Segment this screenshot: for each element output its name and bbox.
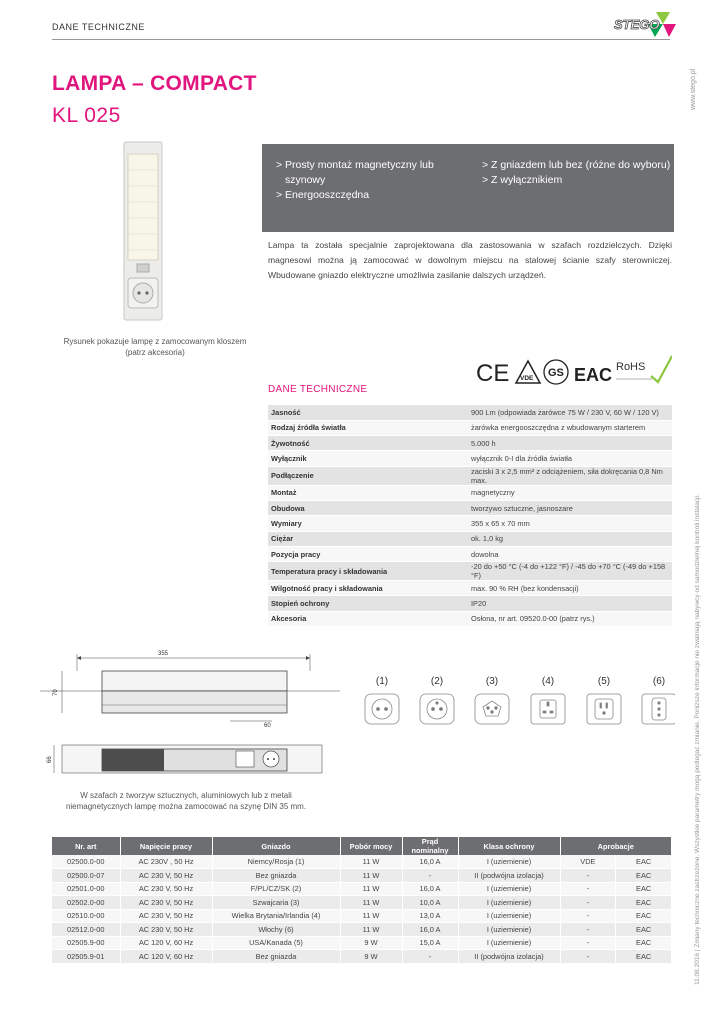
spec-row <box>268 420 672 435</box>
spec-key: Żywotność <box>268 436 468 451</box>
table-cell: EAC <box>616 882 672 896</box>
table-cell: 9 W <box>340 936 402 950</box>
socket-labels <box>355 676 675 690</box>
table-cell: - <box>560 936 616 950</box>
product-title: LAMPA – COMPACT <box>52 72 257 95</box>
table-cell: VDE <box>560 855 616 869</box>
spec-key: Pozycja pracy <box>268 546 468 561</box>
side-url: www.stego.pl <box>690 68 697 110</box>
section-label: DANE TECHNICZNE <box>52 22 145 32</box>
col-header: Napięcie pracy <box>120 837 212 855</box>
table-cell: 16,0 A <box>402 882 458 896</box>
table-cell: EAC <box>616 923 672 937</box>
spec-row <box>268 562 672 581</box>
spec-key: Ciężar <box>268 531 468 546</box>
table-cell: EAC <box>616 909 672 923</box>
table-cell: 11 W <box>340 896 402 910</box>
spec-value: zaciski 3 x 2,5 mm² z odciążeniem, siła dokręcania 0,8 Nm max. <box>468 466 672 485</box>
table-row <box>52 896 672 910</box>
header-divider <box>52 39 670 40</box>
svg-text:RoHS: RoHS <box>616 361 646 373</box>
spec-value: 355 x 65 x 70 mm <box>468 516 672 531</box>
ce-mark: CE <box>476 360 510 387</box>
feature-item: > Z wyłącznikiem <box>482 174 563 186</box>
spec-row <box>268 451 672 466</box>
table-cell: 13,0 A <box>402 909 458 923</box>
spec-key: Akcesoria <box>268 611 468 626</box>
table-cell: EAC <box>616 896 672 910</box>
vde-mark <box>516 361 540 383</box>
spec-value: max. 90 % RH (bez kondensacji) <box>468 581 672 596</box>
spec-value: wyłącznik 0-I dla źródła światła <box>468 451 672 466</box>
spec-key: Montaż <box>268 485 468 500</box>
table-cell: I (uziemienie) <box>458 896 560 910</box>
table-cell: AC 120 V, 60 Hz <box>120 936 212 950</box>
table-cell: Włochy (6) <box>212 923 340 937</box>
spec-key: Podłączenie <box>268 466 468 485</box>
features-left <box>276 158 466 203</box>
table-cell: 11 W <box>340 882 402 896</box>
image-caption: Rysunek pokazuje lampę z zamocowanym kloszem (patrz akcesoria) <box>63 337 247 357</box>
col-header: Pobór mocy <box>340 837 402 855</box>
spec-value: IP20 <box>468 596 672 611</box>
table-cell: AC 230 V, 50 Hz <box>120 869 212 883</box>
table-cell: 15,0 A <box>402 936 458 950</box>
table-cell: 02500.0-07 <box>52 869 120 883</box>
table-cell: I (uziemienie) <box>458 923 560 937</box>
table-row <box>52 936 672 950</box>
spec-value: żarówka energooszczędna z wbudowanym starterem <box>468 420 672 435</box>
dimension-drawing <box>40 645 340 785</box>
table-cell: 02502.0-00 <box>52 896 120 910</box>
dim-height: 70 <box>53 689 59 696</box>
table-row <box>52 950 672 964</box>
table-cell: 11 W <box>340 869 402 883</box>
table-row <box>52 855 672 869</box>
specs-table <box>268 405 672 627</box>
logo-text: STEGO <box>614 17 660 32</box>
table-cell: Niemcy/Rosja (1) <box>212 855 340 869</box>
table-cell: 11 W <box>340 923 402 937</box>
table-cell: - <box>402 950 458 964</box>
dim-detail: 60 <box>264 723 271 729</box>
table-cell: 02501.0-00 <box>52 882 120 896</box>
gs-mark <box>544 360 568 384</box>
table-cell: 02510.0-00 <box>52 909 120 923</box>
socket-label: (1) <box>375 676 389 687</box>
socket-italian-icon <box>642 694 675 724</box>
table-row <box>52 869 672 883</box>
product-description: Lampa ta została specjalnie zaprojektowana dla zastosowania w szafach rozdzielczych. Dzięki magnesowi można ją zamocować w dowolnym miejscu na stalowej ścianie szafy sterowniczej. Wbudowane gniazdo elektryczne umożliwia zasilanie dalszych urządzeń. <box>268 240 672 280</box>
dim-length: 355 <box>158 651 169 657</box>
table-cell: - <box>560 909 616 923</box>
table-cell: II (podwójna izolacja) <box>458 869 560 883</box>
spec-key: Wyłącznik <box>268 451 468 466</box>
rohs-mark <box>616 356 672 382</box>
certification-marks <box>476 354 672 390</box>
socket-label: (6) <box>652 676 666 687</box>
socket-uk-icon <box>531 694 565 724</box>
socket-label: (2) <box>430 676 444 687</box>
table-cell: AC 230 V, 50 Hz <box>120 909 212 923</box>
table-cell: F/PL/CZ/SK (2) <box>212 882 340 896</box>
table-cell: 10,0 A <box>402 896 458 910</box>
table-cell: - <box>560 882 616 896</box>
eac-mark: EAC <box>574 365 613 385</box>
table-cell: 16,0 A <box>402 923 458 937</box>
table-cell: I (uziemienie) <box>458 909 560 923</box>
spec-row <box>268 596 672 611</box>
spec-value: 900 Lm (odpowiada żarówce 75 W / 230 V, 60 W / 120 V) <box>468 405 672 420</box>
table-cell: EAC <box>616 869 672 883</box>
table-cell: AC 230 V, 50 Hz <box>120 923 212 937</box>
spec-value: dowolna <box>468 546 672 561</box>
feature-item: > Prosty montaż magnetyczny lub szynowy <box>276 159 434 186</box>
socket-label: (5) <box>597 676 611 687</box>
table-cell: - <box>560 923 616 937</box>
dim-depth: 66 <box>47 756 53 763</box>
table-cell: Szwajcaria (3) <box>212 896 340 910</box>
ordering-header-row <box>52 837 672 855</box>
table-cell: Bez gniazda <box>212 950 340 964</box>
socket-label: (4) <box>541 676 555 687</box>
dimensions-caption: W szafach z tworzyw sztucznych, aluminiowych lub z metali niemagnetycznych lampę można zamocować na szynę DIN 35 mm. <box>65 791 307 811</box>
lamp-image <box>118 140 168 322</box>
table-cell: I (uziemienie) <box>458 882 560 896</box>
table-cell: USA/Kanada (5) <box>212 936 340 950</box>
spec-key: Wilgotność pracy i składowania <box>268 581 468 596</box>
table-cell: AC 230 V, 50 Hz <box>120 896 212 910</box>
svg-text:GS: GS <box>548 367 564 379</box>
socket-swiss-icon <box>475 694 509 724</box>
svg-text:VDE: VDE <box>520 375 534 382</box>
col-header: Nr. art <box>52 837 120 855</box>
spec-key: Wymiary <box>268 516 468 531</box>
table-row <box>52 882 672 896</box>
spec-key: Temperatura pracy i składowania <box>268 562 468 581</box>
col-header: Prąd nominalny <box>402 837 458 855</box>
features-box <box>262 144 674 232</box>
table-cell: AC 230V , 50 Hz <box>120 855 212 869</box>
table-cell: - <box>560 869 616 883</box>
col-header: Gniazdo <box>212 837 340 855</box>
feature-item: > Energooszczędna <box>276 189 370 201</box>
table-cell: AC 230 V, 50 Hz <box>120 882 212 896</box>
table-cell: 02505.9-01 <box>52 950 120 964</box>
spec-row <box>268 531 672 546</box>
spec-key: Rodzaj źródła światła <box>268 420 468 435</box>
table-cell: EAC <box>616 950 672 964</box>
col-header: Aprobacje <box>560 837 672 855</box>
socket-us-icon <box>587 694 621 724</box>
spec-key: Stopień ochrony <box>268 596 468 611</box>
features-right <box>482 158 672 188</box>
table-row <box>52 909 672 923</box>
spec-key: Jasność <box>268 405 468 420</box>
table-cell: Wielka Brytania/Irlandia (4) <box>212 909 340 923</box>
socket-schuko-icon <box>365 694 399 724</box>
table-cell: 9 W <box>340 950 402 964</box>
table-cell: - <box>560 950 616 964</box>
spec-row <box>268 611 672 626</box>
spec-row <box>268 581 672 596</box>
table-cell: Bez gniazda <box>212 869 340 883</box>
table-cell: EAC <box>616 855 672 869</box>
table-cell: - <box>402 869 458 883</box>
spec-row <box>268 546 672 561</box>
spec-value: ok. 1,0 kg <box>468 531 672 546</box>
spec-row <box>268 516 672 531</box>
table-cell: 11 W <box>340 855 402 869</box>
spec-value: Osłona, nr art. 09520.0-00 (patrz rys.) <box>468 611 672 626</box>
spec-row <box>268 405 672 420</box>
socket-french-icon <box>420 694 454 724</box>
feature-item: > Z gniazdem lub bez (różne do wyboru) <box>482 159 671 171</box>
table-cell: 02500.0-00 <box>52 855 120 869</box>
table-cell: 11 W <box>340 909 402 923</box>
table-cell: I (uziemienie) <box>458 855 560 869</box>
product-model: KL 025 <box>52 104 121 127</box>
specs-heading: DANE TECHNICZNE <box>268 384 368 395</box>
spec-value: -20 do +50 °C (-4 do +122 °F) / -45 do +70 °C (-49 do +158 °F) <box>468 562 672 581</box>
spec-row <box>268 436 672 451</box>
table-cell: EAC <box>616 936 672 950</box>
spec-value: magnetyczny <box>468 485 672 500</box>
table-cell: AC 120 V, 60 Hz <box>120 950 212 964</box>
side-legal-note: 11.08.2016 | Zmiany techniczne zastrzeżone. Wszystkie parametry mogą podlegać zmianie. Poniższe informacje nie zwalniają nabywcy od samodzielnej kontroli instalacji. <box>694 494 701 985</box>
spec-value: 5.000 h <box>468 436 672 451</box>
spec-row <box>268 485 672 500</box>
socket-label: (3) <box>485 676 499 687</box>
spec-row <box>268 500 672 515</box>
table-row <box>52 923 672 937</box>
ordering-table <box>52 837 672 964</box>
table-cell: I (uziemienie) <box>458 936 560 950</box>
stego-logo <box>612 10 676 40</box>
col-header: Klasa ochrony <box>458 837 560 855</box>
socket-icons <box>355 692 675 726</box>
table-cell: II (podwójna izolacja) <box>458 950 560 964</box>
spec-key: Obudowa <box>268 500 468 515</box>
table-cell: 16,0 A <box>402 855 458 869</box>
table-cell: 02505.9-00 <box>52 936 120 950</box>
table-cell: 02512.0-00 <box>52 923 120 937</box>
table-cell: - <box>560 896 616 910</box>
spec-value: tworzywo sztuczne, jasnoszare <box>468 500 672 515</box>
spec-row <box>268 466 672 485</box>
